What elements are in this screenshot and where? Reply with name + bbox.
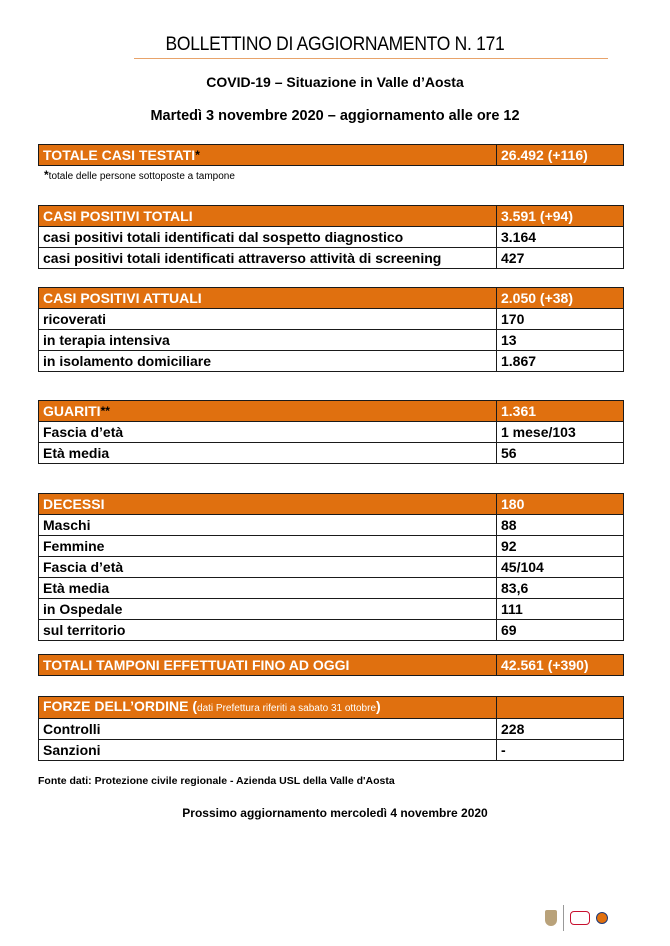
header-note: dati Prefettura riferiti a sabato 31 ottobre (197, 703, 377, 714)
row-value: 111 (497, 599, 624, 620)
header-label: DECESSI (39, 494, 497, 515)
header-label: TOTALE CASI TESTATI* (39, 145, 497, 166)
bulletin-title: BOLLETTINO DI AGGIORNAMENTO N. 171 (165, 34, 505, 55)
row-value: 228 (497, 719, 624, 740)
header-value: 26.492 (+116) (497, 145, 624, 166)
header-value: 1.361 (497, 401, 624, 422)
region-crest-icon (545, 910, 557, 926)
table-header-row (39, 145, 624, 166)
table-row (39, 515, 624, 536)
guariti-table (38, 400, 624, 464)
table-row (39, 422, 624, 443)
header-value (497, 697, 624, 719)
table-row (39, 351, 624, 372)
header-label: TOTALI TAMPONI EFFETTUATI FINO AD OGGI (39, 655, 497, 676)
row-value: 427 (497, 248, 624, 269)
row-value: 3.164 (497, 227, 624, 248)
date-line: Martedì 3 novembre 2020 – aggiornamento alle ore 12 (150, 108, 520, 124)
decessi-table (38, 493, 624, 641)
row-value: 170 (497, 309, 624, 330)
row-value: 83,6 (497, 578, 624, 599)
header-value: 180 (497, 494, 624, 515)
table-row (39, 620, 624, 641)
footnote: *totale delle persone sottoposte a tampone (44, 168, 235, 182)
table-row (39, 443, 624, 464)
header-label: FORZE DELL’ORDINE (dati Prefettura riferiti a sabato 31 ottobre) (39, 697, 497, 719)
casi-positivi-totali-table (38, 205, 624, 269)
row-label: Fascia d’età (39, 557, 497, 578)
table-header-row (39, 401, 624, 422)
row-label: in Ospedale (39, 599, 497, 620)
table-row (39, 227, 624, 248)
asterisk-marker: * (195, 147, 200, 162)
table-row (39, 330, 624, 351)
row-value: 1.867 (497, 351, 624, 372)
totale-casi-testati-table (38, 144, 624, 166)
table-row (39, 309, 624, 330)
table-header-row (39, 494, 624, 515)
table-row (39, 536, 624, 557)
header-label: GUARITI** (39, 401, 497, 422)
row-label: Età media (39, 578, 497, 599)
table-row (39, 557, 624, 578)
row-value: - (497, 740, 624, 761)
footer-logos (545, 905, 608, 931)
logo-divider (563, 905, 564, 931)
header-value: 2.050 (+38) (497, 288, 624, 309)
row-value: 1 mese/103 (497, 422, 624, 443)
header-value: 3.591 (+94) (497, 206, 624, 227)
row-label: Femmine (39, 536, 497, 557)
row-label: casi positivi totali identificati dal sospetto diagnostico (39, 227, 497, 248)
table-row (39, 578, 624, 599)
table-header-row (39, 288, 624, 309)
header-label: CASI POSITIVI ATTUALI (39, 288, 497, 309)
table-header-row (39, 206, 624, 227)
table-header-row (39, 697, 624, 719)
row-label: in terapia intensiva (39, 330, 497, 351)
row-label: Età media (39, 443, 497, 464)
title-divider (134, 58, 608, 59)
row-value: 69 (497, 620, 624, 641)
forze-ordine-table (38, 696, 624, 761)
table-row (39, 599, 624, 620)
header-value: 42.561 (+390) (497, 655, 624, 676)
row-label: Fascia d’età (39, 422, 497, 443)
row-value: 13 (497, 330, 624, 351)
row-label: Sanzioni (39, 740, 497, 761)
row-value: 92 (497, 536, 624, 557)
row-label: ricoverati (39, 309, 497, 330)
data-source: Fonte dati: Protezione civile regionale - Azienda USL della Valle d'Aosta (38, 775, 395, 787)
table-row (39, 248, 624, 269)
table-header-row (39, 655, 624, 676)
row-label: in isolamento domiciliare (39, 351, 497, 372)
row-value: 56 (497, 443, 624, 464)
row-value: 45/104 (497, 557, 624, 578)
usl-logo-icon (570, 911, 590, 925)
double-asterisk-marker: ** (100, 403, 110, 418)
table-row (39, 719, 624, 740)
row-value: 88 (497, 515, 624, 536)
casi-positivi-attuali-table (38, 287, 624, 372)
row-label: Maschi (39, 515, 497, 536)
header-label: CASI POSITIVI TOTALI (39, 206, 497, 227)
row-label: Controlli (39, 719, 497, 740)
tamponi-table (38, 654, 624, 676)
row-label: casi positivi totali identificati attraverso attività di screening (39, 248, 497, 269)
table-row (39, 740, 624, 761)
next-update: Prossimo aggiornamento mercoledì 4 novembre 2020 (182, 806, 488, 820)
civil-protection-logo-icon (596, 912, 608, 924)
subtitle: COVID-19 – Situazione in Valle d’Aosta (206, 74, 464, 90)
row-label: sul territorio (39, 620, 497, 641)
